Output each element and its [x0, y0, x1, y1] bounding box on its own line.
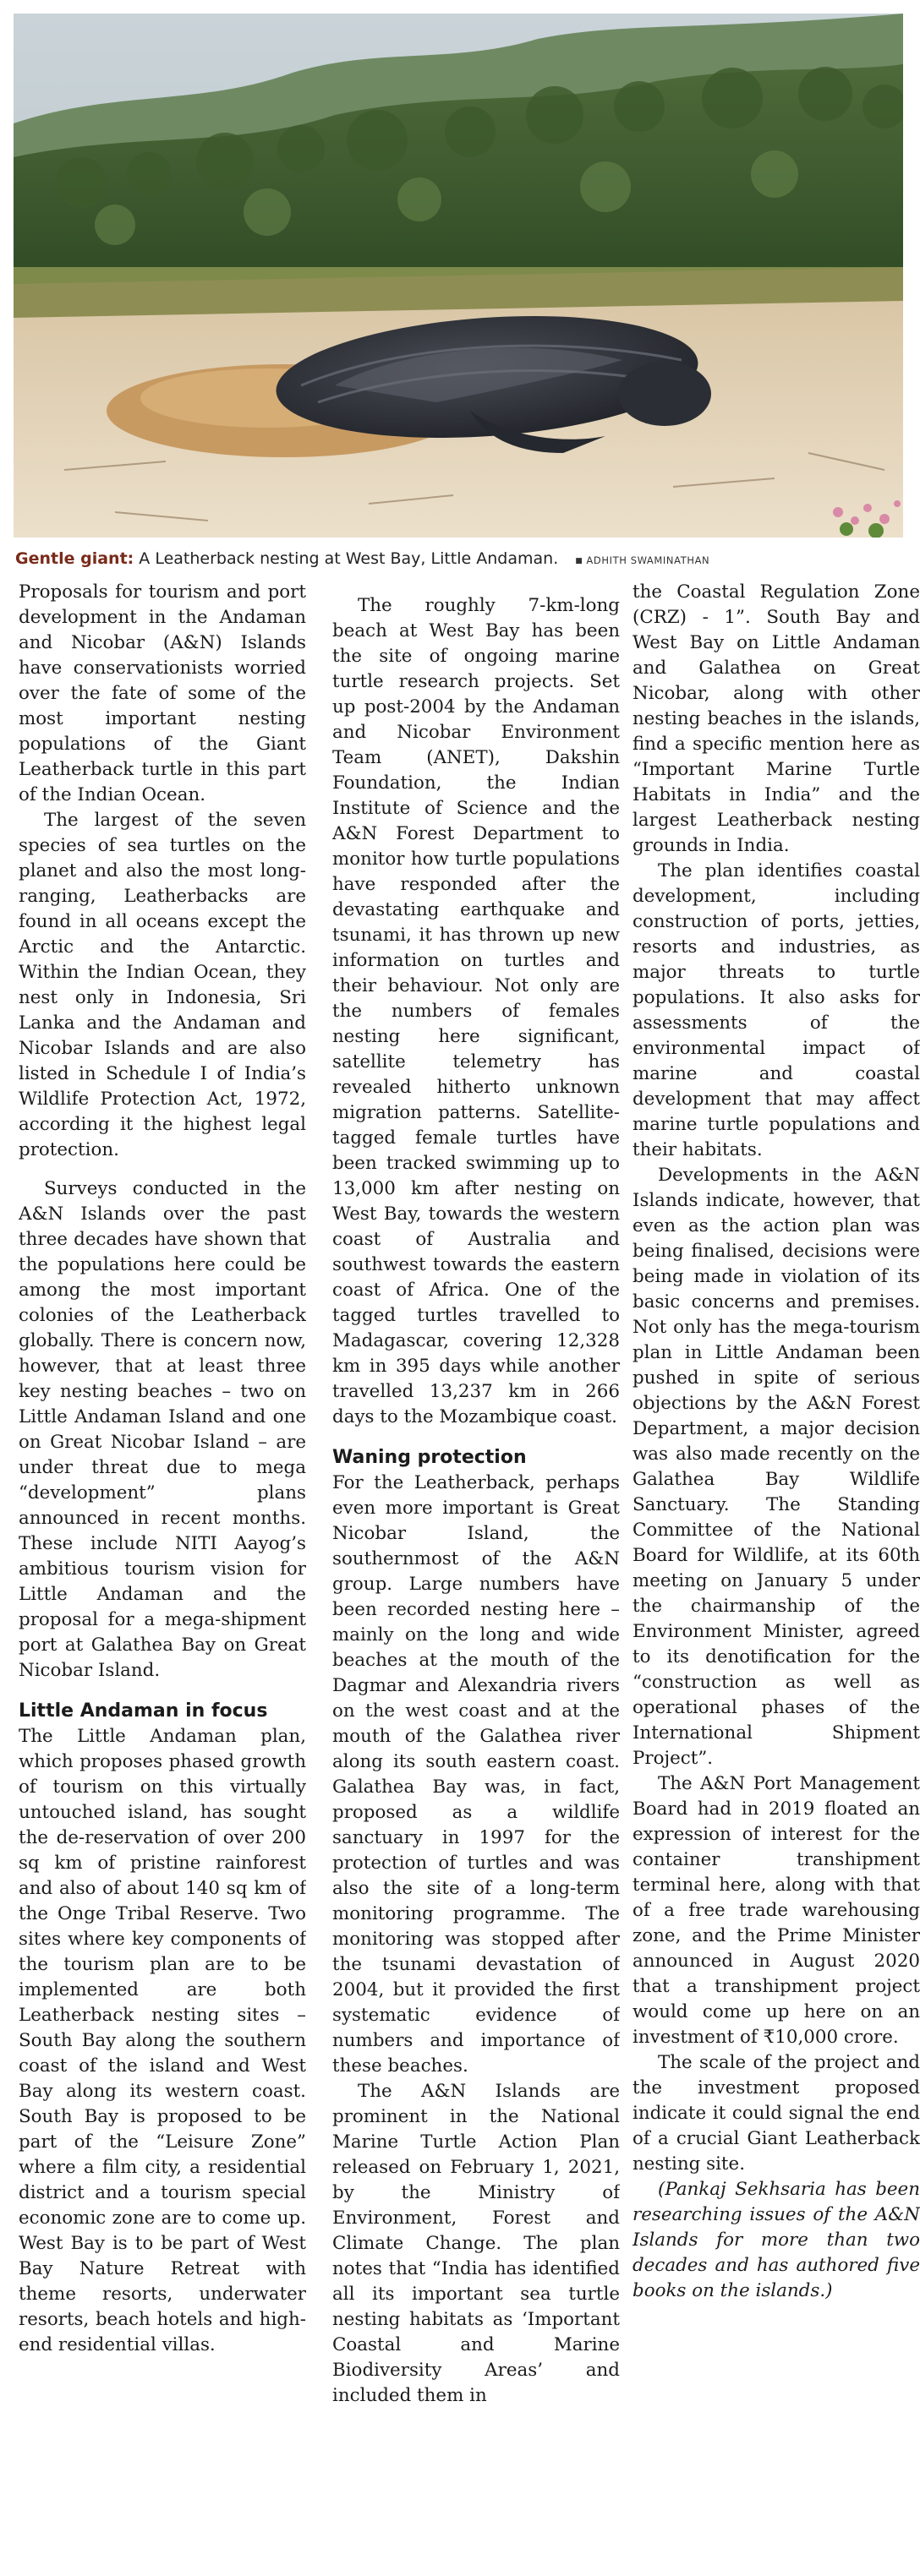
leatherback-turtle-photo — [14, 14, 903, 538]
article-column-2 — [332, 580, 620, 2562]
section-heading: Little Andaman in focus — [19, 1700, 268, 1722]
paragraph: The A&N Islands are prominent in the National Marine Turtle Action Plan released on February 1, 2021, by the Ministry of Environment, Forest and Climate Change. The plan notes that “India has identified all its important sea turtle nesting habitats as ‘Important Coastal and Marine Biodiversity Areas’ and included them in — [332, 2081, 620, 2406]
paragraph: The largest of the seven species of sea turtles on the planet and also the most long-ranging, Leatherbacks are found in all oceans except the Arctic and the Antarctic. Within the Indian Ocean, they nest only in Indonesia, Sri Lanka and the Andaman and Nicobar Islands and are also listed in Schedule I of India’s Wildlife Protection Act, 1972, according it the highest legal protection. — [19, 810, 306, 1160]
paragraph: The A&N Port Management Board had in 2019 floated an expression of interest for the container transhipment terminal here, along with that of a free trade warehousing zone, and the Prime Minister announced in August 2020 that a transhipment project would come up here on an investment of ₹10,000 crore. — [632, 1773, 920, 2048]
article-column-1 — [19, 580, 306, 2562]
photo-credit: ■ ADHITH SWAMINATHAN — [575, 554, 709, 566]
paragraph: The Little Andaman plan, which proposes phased growth of tourism on this virtually untouched island, has sought the de-reservation of over 200 sq km of pristine rainforest and also of about 140 sq km of the Onge Tribal Reserve. Two sites where key components of the tourism plan are to be implemented are both Leatherback nesting sites – South Bay along the southern coast of the island and West Bay along its western coast. South Bay is proposed to be part of the “Leisure Zone” where a film city, a residential district and a tourism special economic zone are to come up. West Bay is to be part of West Bay Nature Retreat with theme resorts, underwater resorts, beach hotels and high-end residential villas. — [19, 1726, 306, 2355]
paragraph: The roughly 7-km-long beach at West Bay has been the site of ongoing marine turtle research projects. Set up post-2004 by the Andaman and Nicobar Environment Team (ANET), Dakshin Foundation, the Indian Institute of Science and the A&N Forest Department to monitor how turtle populations have responded after the devastating earthquake and tsunami, it has thrown up new information on turtles and their behaviour. Not only are the numbers of females nesting here significant, satellite telemetry has revealed hitherto unknown migration patterns. Satellite-tagged female turtles have been tracked swimming up to 13,000 km after nesting on West Bay, towards the western coast of Australia and southwest towards the eastern coast of Africa. One of the tagged turtles travelled to Madagascar, covering 12,328 km in 395 days while another travelled 13,237 km in 266 days to the Mozambique coast. — [332, 595, 620, 1427]
paragraph: For the Leatherback, perhaps even more important is Great Nicobar Island, the southernmost of the A&N group. Large numbers have been recorded nesting here – mainly on the long and wide beaches at the mouth of the Dagmar and Alexandria rivers on the west coast and at the mouth of the Galathea river along its south eastern coast. Galathea Bay was, in fact, proposed as a wildlife sanctuary in 1997 for the protection of turtles and was also the site of a long-term monitoring programme. The monitoring was stopped after the tsunami devastation of 2004, but it provided the first systematic evidence of numbers and importance of these beaches. — [332, 1472, 620, 2077]
paragraph: Surveys conducted in the A&N Islands over the past three decades have shown that the populations here could be among the most important colonies of the Leatherback globally. There is concern now, however, that at least three key nesting beaches – two on Little Andaman Island and one on Great Nicobar Island – are under threat due to mega “development” plans announced in recent months. These include NITI Aayog’s ambitious tourism vision for Little Andaman and the proposal for a mega-shipment port at Galathea Bay on Great Nicobar Island. — [19, 1178, 306, 1681]
paragraph: The scale of the project and the investment proposed indicate it could signal the end of a crucial Giant Leatherback nesting site. — [632, 2052, 920, 2175]
photo-caption — [15, 546, 905, 576]
section-heading: Waning protection — [332, 1447, 527, 1468]
author-bio: (Pankaj Sekhsaria has been researching issues of the A&N Islands for more than two decades and has authored five books on the islands.) — [632, 2179, 920, 2301]
article-photo — [14, 14, 903, 538]
paragraph: Developments in the A&N Islands indicate, however, that even as the action plan was being finalised, decisions were being made in violation of its basic concerns and premises. Not only has the mega-tourism plan in Little Andaman been pushed in spite of serious objections by the A&N Forest Department, a major decision was also made recently on the Galathea Bay Wildlife Sanctuary. The Standing Committee of the National Board for Wildlife, at its 60th meeting on January 5 under the chairmanship of the Environment Minister, agreed to its denotification for the “construction as well as operational phases of the International Shipment Project”. — [632, 1165, 920, 1769]
paragraph: the Coastal Regulation Zone (CRZ) - 1”. South Bay and West Bay on Little Andaman and Galathea on Great Nicobar, along with other nesting beaches in the islands, find a specific mention here as “Important Marine Turtle Habitats in India” and the largest Leatherback nesting grounds in India. — [632, 581, 920, 856]
article-column-3 — [632, 580, 920, 2562]
paragraph: The plan identifies coastal development, including construction of ports, jetties, resorts and industries, as major threats to turtle populations. It also asks for assessments of the environmental impact of marine and coastal development that may affect marine turtle populations and their habitats. — [632, 860, 920, 1160]
caption-text: A Leatherback nesting at West Bay, Little Andaman. — [139, 549, 559, 568]
paragraph: Proposals for tourism and port development in the Andaman and Nicobar (A&N) Islands have conservationists worried over the fate of some of the most important nesting populations of the Giant Leatherback turtle in this part of the Indian Ocean. — [19, 581, 306, 805]
caption-lead: Gentle giant: — [15, 549, 134, 568]
